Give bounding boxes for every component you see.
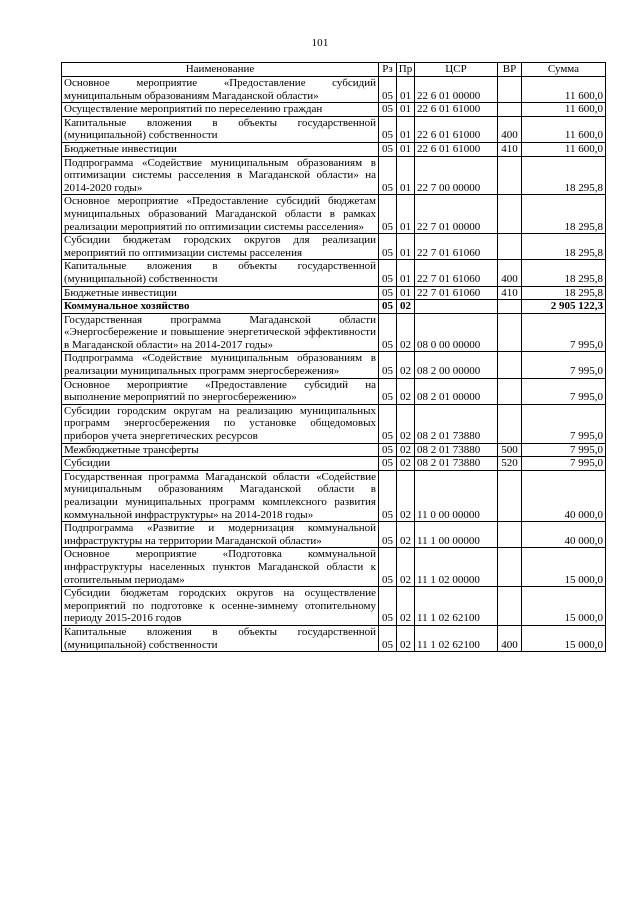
cell-sum: 7 995,0 (522, 457, 606, 471)
cell-rz: 05 (379, 286, 397, 300)
table-row (62, 443, 606, 457)
table-row (62, 313, 606, 352)
cell-sum: 15 000,0 (522, 587, 606, 626)
table-row (62, 587, 606, 626)
cell-vr: 400 (498, 625, 522, 651)
cell-sum: 18 295,8 (522, 260, 606, 286)
table-row (62, 548, 606, 587)
cell-pr: 02 (397, 300, 415, 314)
cell-name: Капитальные вложения в объекты государственной (муниципальной) собственности (62, 260, 379, 286)
cell-name: Подпрограмма «Содействие муниципальным образованиям в оптимизации системы расселения в Магаданской области» на 2014-2020 годы» (62, 156, 379, 195)
cell-sum: 11 600,0 (522, 103, 606, 117)
cell-vr (498, 103, 522, 117)
page-number: 101 (311, 37, 329, 49)
cell-rz: 05 (379, 470, 397, 521)
cell-sum: 18 295,8 (522, 234, 606, 260)
cell-csr: 08 2 01 73880 (415, 443, 498, 457)
cell-pr: 02 (397, 522, 415, 548)
cell-vr (498, 378, 522, 404)
cell-rz: 05 (379, 103, 397, 117)
cell-rz: 05 (379, 116, 397, 142)
cell-name: Основное мероприятие «Подготовка коммунальной инфраструктуры населенных пунктов Магаданской области к отопительным периодам» (62, 548, 379, 587)
cell-name: Государственная программа Магаданской области «Содействие муниципальным образованиям Магаданской области в реализации муниципальных программ комплексного развития коммунальной инфраструктуры» на 2014-2018 годы» (62, 470, 379, 521)
cell-csr: 22 7 01 61060 (415, 286, 498, 300)
cell-pr: 01 (397, 286, 415, 300)
cell-csr: 08 2 01 73880 (415, 457, 498, 471)
cell-sum: 7 995,0 (522, 352, 606, 378)
table-header-row (62, 63, 606, 77)
table-row (62, 156, 606, 195)
cell-pr: 02 (397, 587, 415, 626)
cell-csr: 22 6 01 61000 (415, 116, 498, 142)
cell-vr (498, 352, 522, 378)
cell-pr: 02 (397, 457, 415, 471)
cell-csr: 11 0 00 00000 (415, 470, 498, 521)
cell-csr: 11 1 02 00000 (415, 548, 498, 587)
cell-csr (415, 300, 498, 314)
cell-csr: 11 1 02 62100 (415, 587, 498, 626)
cell-pr: 02 (397, 443, 415, 457)
cell-pr: 02 (397, 378, 415, 404)
cell-rz: 05 (379, 234, 397, 260)
cell-pr: 02 (397, 313, 415, 352)
cell-name: Бюджетные инвестиции (62, 142, 379, 156)
cell-vr (498, 470, 522, 521)
table-row (62, 142, 606, 156)
cell-sum: 7 995,0 (522, 378, 606, 404)
cell-name: Капитальные вложения в объекты государственной (муниципальной) собственности (62, 116, 379, 142)
cell-sum: 7 995,0 (522, 313, 606, 352)
cell-vr (498, 587, 522, 626)
table-row (62, 300, 606, 314)
cell-name: Подпрограмма «Развитие и модернизация коммунальной инфраструктуры на территории Магаданской области» (62, 522, 379, 548)
cell-csr: 22 7 01 00000 (415, 195, 498, 234)
cell-pr: 02 (397, 404, 415, 443)
cell-rz: 05 (379, 300, 397, 314)
table-row (62, 470, 606, 521)
table-row (62, 457, 606, 471)
cell-sum: 7 995,0 (522, 443, 606, 457)
cell-vr: 400 (498, 116, 522, 142)
cell-sum: 40 000,0 (522, 522, 606, 548)
table-row (62, 260, 606, 286)
header-csr: ЦСР (415, 63, 498, 77)
cell-rz: 05 (379, 587, 397, 626)
cell-rz: 05 (379, 457, 397, 471)
table-row (62, 234, 606, 260)
cell-rz: 05 (379, 443, 397, 457)
cell-name: Основное мероприятие «Предоставление субсидий на выполнение мероприятий по энергосбережению» (62, 378, 379, 404)
cell-pr: 01 (397, 156, 415, 195)
cell-csr: 11 1 00 00000 (415, 522, 498, 548)
cell-name: Субсидии бюджетам городских округов для реализации мероприятий по оптимизации системы расселения (62, 234, 379, 260)
cell-name: Субсидии городским округам на реализацию муниципальных программ энергосбережения по установке общедомовых приборов учета энергетических ресурсов (62, 404, 379, 443)
cell-vr: 500 (498, 443, 522, 457)
table-row (62, 103, 606, 117)
cell-vr (498, 548, 522, 587)
cell-sum: 7 995,0 (522, 404, 606, 443)
cell-pr: 01 (397, 234, 415, 260)
header-vr: ВР (498, 63, 522, 77)
cell-name: Осуществление мероприятий по переселению граждан (62, 103, 379, 117)
cell-name: Субсидии (62, 457, 379, 471)
cell-csr: 22 7 01 61060 (415, 260, 498, 286)
cell-sum: 15 000,0 (522, 548, 606, 587)
cell-csr: 11 1 02 62100 (415, 625, 498, 651)
header-rz: Рз (379, 63, 397, 77)
cell-name: Основное мероприятие «Предоставление субсидий бюджетам муниципальных образований Магаданской области в рамках реализации мероприятий по оптимизации системы расселения» (62, 195, 379, 234)
cell-sum: 18 295,8 (522, 195, 606, 234)
budget-table (61, 62, 606, 652)
table-row (62, 195, 606, 234)
table-row (62, 625, 606, 651)
cell-sum: 15 000,0 (522, 625, 606, 651)
cell-csr: 22 6 01 00000 (415, 77, 498, 103)
cell-vr (498, 522, 522, 548)
cell-name: Коммунальное хозяйство (62, 300, 379, 314)
cell-sum: 11 600,0 (522, 142, 606, 156)
cell-sum: 11 600,0 (522, 77, 606, 103)
cell-rz: 05 (379, 404, 397, 443)
cell-pr: 02 (397, 548, 415, 587)
cell-pr: 02 (397, 625, 415, 651)
cell-csr: 08 0 00 00000 (415, 313, 498, 352)
cell-vr: 400 (498, 260, 522, 286)
cell-name: Государственная программа Магаданской области «Энергосбережение и повышение энергетической эффективности в Магаданской области» на 2014-2017 годы» (62, 313, 379, 352)
cell-rz: 05 (379, 625, 397, 651)
table-row (62, 352, 606, 378)
table-row (62, 77, 606, 103)
cell-pr: 01 (397, 195, 415, 234)
cell-rz: 05 (379, 156, 397, 195)
cell-rz: 05 (379, 142, 397, 156)
cell-sum: 2 905 122,3 (522, 300, 606, 314)
header-name: Наименование (62, 63, 379, 77)
cell-name: Основное мероприятие «Предоставление субсидий муниципальным образованиям Магаданской области» (62, 77, 379, 103)
cell-pr: 01 (397, 103, 415, 117)
cell-csr: 08 2 00 00000 (415, 352, 498, 378)
cell-sum: 18 295,8 (522, 156, 606, 195)
cell-csr: 22 6 01 61000 (415, 142, 498, 156)
table-row (62, 286, 606, 300)
cell-csr: 22 6 01 61000 (415, 103, 498, 117)
cell-rz: 05 (379, 522, 397, 548)
table-row (62, 404, 606, 443)
cell-csr: 22 7 01 61060 (415, 234, 498, 260)
cell-rz: 05 (379, 77, 397, 103)
cell-rz: 05 (379, 352, 397, 378)
table-row (62, 116, 606, 142)
cell-name: Бюджетные инвестиции (62, 286, 379, 300)
table-row (62, 522, 606, 548)
cell-name: Подпрограмма «Содействие муниципальным образованиям в реализации муниципальных программ энергосбережения» (62, 352, 379, 378)
header-sum: Сумма (522, 63, 606, 77)
cell-pr: 01 (397, 77, 415, 103)
cell-rz: 05 (379, 378, 397, 404)
cell-vr: 410 (498, 286, 522, 300)
table-row (62, 378, 606, 404)
cell-rz: 05 (379, 260, 397, 286)
cell-pr: 02 (397, 470, 415, 521)
cell-sum: 11 600,0 (522, 116, 606, 142)
cell-pr: 01 (397, 260, 415, 286)
cell-pr: 02 (397, 352, 415, 378)
cell-csr: 08 2 01 00000 (415, 378, 498, 404)
cell-vr (498, 77, 522, 103)
cell-vr: 520 (498, 457, 522, 471)
cell-rz: 05 (379, 195, 397, 234)
cell-vr (498, 300, 522, 314)
cell-vr (498, 404, 522, 443)
header-pr: Пр (397, 63, 415, 77)
cell-sum: 18 295,8 (522, 286, 606, 300)
cell-vr (498, 195, 522, 234)
cell-csr: 08 2 01 73880 (415, 404, 498, 443)
cell-vr (498, 156, 522, 195)
cell-name: Межбюджетные трансферты (62, 443, 379, 457)
cell-vr (498, 234, 522, 260)
cell-vr: 410 (498, 142, 522, 156)
cell-sum: 40 000,0 (522, 470, 606, 521)
cell-rz: 05 (379, 548, 397, 587)
cell-name: Капитальные вложения в объекты государственной (муниципальной) собственности (62, 625, 379, 651)
cell-pr: 01 (397, 116, 415, 142)
table-body (62, 77, 606, 652)
cell-rz: 05 (379, 313, 397, 352)
cell-name: Субсидии бюджетам городских округов на осуществление мероприятий по подготовке к осенне-зимнему отопительному периоду 2015-2016 годов (62, 587, 379, 626)
cell-vr (498, 313, 522, 352)
cell-csr: 22 7 00 00000 (415, 156, 498, 195)
cell-pr: 01 (397, 142, 415, 156)
